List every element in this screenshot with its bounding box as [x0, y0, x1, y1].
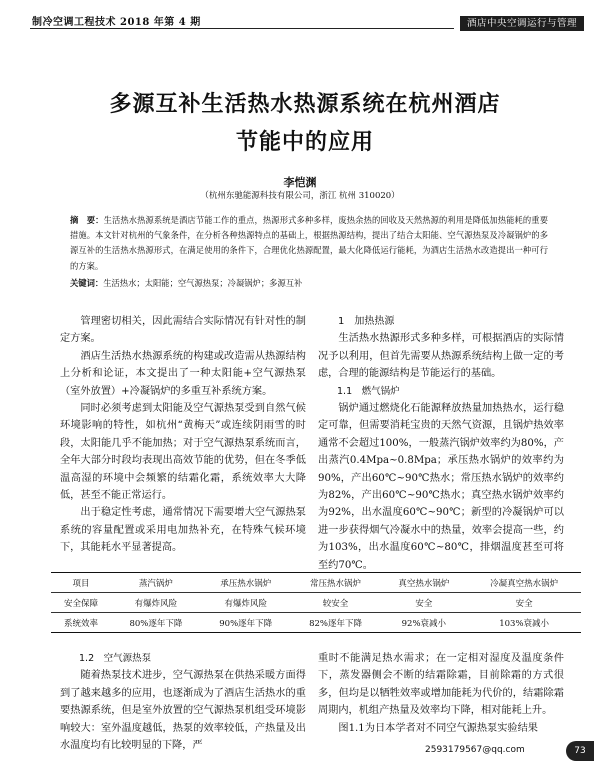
title-line-1: 多源互补生活热水热源系统在杭州酒店 [109, 92, 501, 117]
keywords-text: 生活热水；太阳能；空气源热泵；冷凝锅炉；多源互补 [103, 278, 303, 288]
section-badge: 酒店中央空调运行与管理 [460, 16, 584, 31]
subsection-heading-1-2: 1.2 空气源热泵 [79, 653, 152, 664]
table-cell: 90%逐年下降 [201, 613, 291, 633]
paragraph: 同时必须考虑到太阳能及空气源热泵受到自然气候环境影响的特性，如杭州“黄梅天”或连续阴雨雪的时段，太阳能几乎不能加热；对于空气源热泵系统而言，全年大部分时段均表现出高效节能的优势，但在冬季低温高湿的环境中会频繁的结霜化霜，系统效率大大降低，甚至不能正常运行。 [60, 403, 306, 502]
abstract-text: 生活热水热源系统是酒店节能工作的重点，热源形式多种多样，废热余热的回收及天然热源的利用是降低加热能耗的重要措施。本文针对杭州的气象条件，在分析各种热源特点的基础上，根据热源结构，提出了结合太阳能、空气源热泵及冷凝锅炉的多源互补的生活热水热源形式，在满足使用的条件下，合理优化热源配置，最大化降低运行能耗，为酒店生活热水改造提出一种可行的方案。 [70, 215, 548, 271]
paragraph: 管理密切相关，因此需结合实际情况有针对性的制定方案。 [60, 316, 306, 345]
paragraph: 锅炉通过燃烧化石能源释放热量加热热水，运行稳定可靠，但需要消耗宝贵的天然气资源，且锅炉热效率通常不会超过100%，一般蒸汽锅炉效率约为80%，产出蒸汽0.4Mpa~0.8Mpa；承压热水锅炉的效率约为90%，产出60℃~90℃热水；常压热水锅炉的效率约为82%，产出60℃~90℃热水；真空热水锅炉效率约为92%，出水温度60℃~90℃；新型的冷凝锅炉可以进一步获得烟气冷凝水中的热量，效率会提高一些，约为103%，出水温度60℃~80℃，排烟温度甚至可将至约70℃。 [318, 403, 564, 571]
paragraph: 生活热水热源形式多种多样，可根据酒店的实际情况予以利用，但首先需要从热源系统结构上做一定的考虑，合理的能源结构是节能运行的基础。 [318, 333, 564, 380]
article-title [40, 86, 570, 162]
paragraph: 出于稳定性考虑，通常情况下需要增大空气源热泵系统的容量配置或采用电加热补充，在特殊气候环境下，其能耗水平显著提高。 [60, 507, 306, 554]
table-header-cell: 冷凝真空热水锅炉 [467, 573, 581, 593]
table-cell: 安全保障 [51, 593, 111, 613]
table-cell: 103%衰减小 [467, 613, 581, 633]
affiliation: （杭州东驰能源科技有限公司，浙江 杭州 310020） [200, 191, 400, 201]
table-cell: 92%衰减小 [380, 613, 467, 633]
table-cell: 安全 [380, 593, 467, 613]
table-cell: 有爆炸风险 [201, 593, 291, 613]
abstract [70, 213, 548, 274]
title-line-2: 节能中的应用 [235, 130, 374, 155]
paragraph: 图1.1为日本学者对不同空气源热泵实验结果 [338, 722, 538, 734]
author: 李恺渊 [283, 176, 317, 189]
footer-email: 2593179567@qq.com [425, 745, 525, 755]
page-number: 73 [566, 741, 594, 761]
bottom-right-column [318, 650, 564, 737]
table-cell: 80%逐年下降 [111, 613, 201, 633]
keywords-label: 关键词： [70, 278, 104, 288]
table-cell: 系统效率 [51, 613, 111, 633]
subsection-heading-1-1: 1.1 燃气锅炉 [337, 385, 400, 397]
table-header-cell: 承压热水锅炉 [201, 573, 291, 593]
bottom-left-column [60, 650, 306, 754]
table-cell: 有爆炸风险 [111, 593, 201, 613]
table-header-cell: 项目 [51, 573, 111, 593]
table-row [51, 593, 581, 613]
table-row [51, 613, 581, 633]
section-heading-1: 1 加热热源 [338, 316, 395, 327]
abstract-label: 摘 要： [70, 215, 104, 225]
table-cell: 较安全 [291, 593, 381, 613]
table-header-cell: 真空热水锅炉 [380, 573, 467, 593]
table-cell: 82%逐年下降 [291, 613, 381, 633]
header-rule [30, 28, 454, 29]
right-column [318, 313, 564, 574]
paragraph: 随着热泵技术进步，空气源热泵在供热采暖方面得到了越来越多的应用，也逐渐成为了酒店生活热水的重要热源系统，但是室外放置的空气源热泵机组受环境影响较大：室外温度越低，热泵的效率较低，产热量及出水温度均有比较明显的下降，严 [60, 670, 306, 752]
journal-issue-header: 制冷空调工程技术 2018 年第 4 期 [32, 17, 201, 28]
table-header-cell: 蒸汽锅炉 [111, 573, 201, 593]
boiler-comparison-table [51, 572, 581, 633]
left-column [60, 313, 306, 557]
keywords [70, 277, 548, 289]
table-header-cell: 常压热水锅炉 [291, 573, 381, 593]
table-header-row [51, 573, 581, 593]
paragraph: 重时不能满足热水需求；在一定相对湿度及温度条件下，蒸发器侧会不断的结霜除霜，目前除霜的方式很多，但均是以牺牲效率或增加能耗为代价的，结霜除霜周期内，机组产热量及效率均下降，相对能耗上升。 [318, 653, 564, 717]
paragraph: 酒店生活热水热源系统的构建或改造需从热源结构上分析和论证，本文提出了一种太阳能+空气源热泵（室外放置）+冷凝锅炉的多重互补系统方案。 [60, 350, 306, 397]
table-cell: 安全 [467, 593, 581, 613]
